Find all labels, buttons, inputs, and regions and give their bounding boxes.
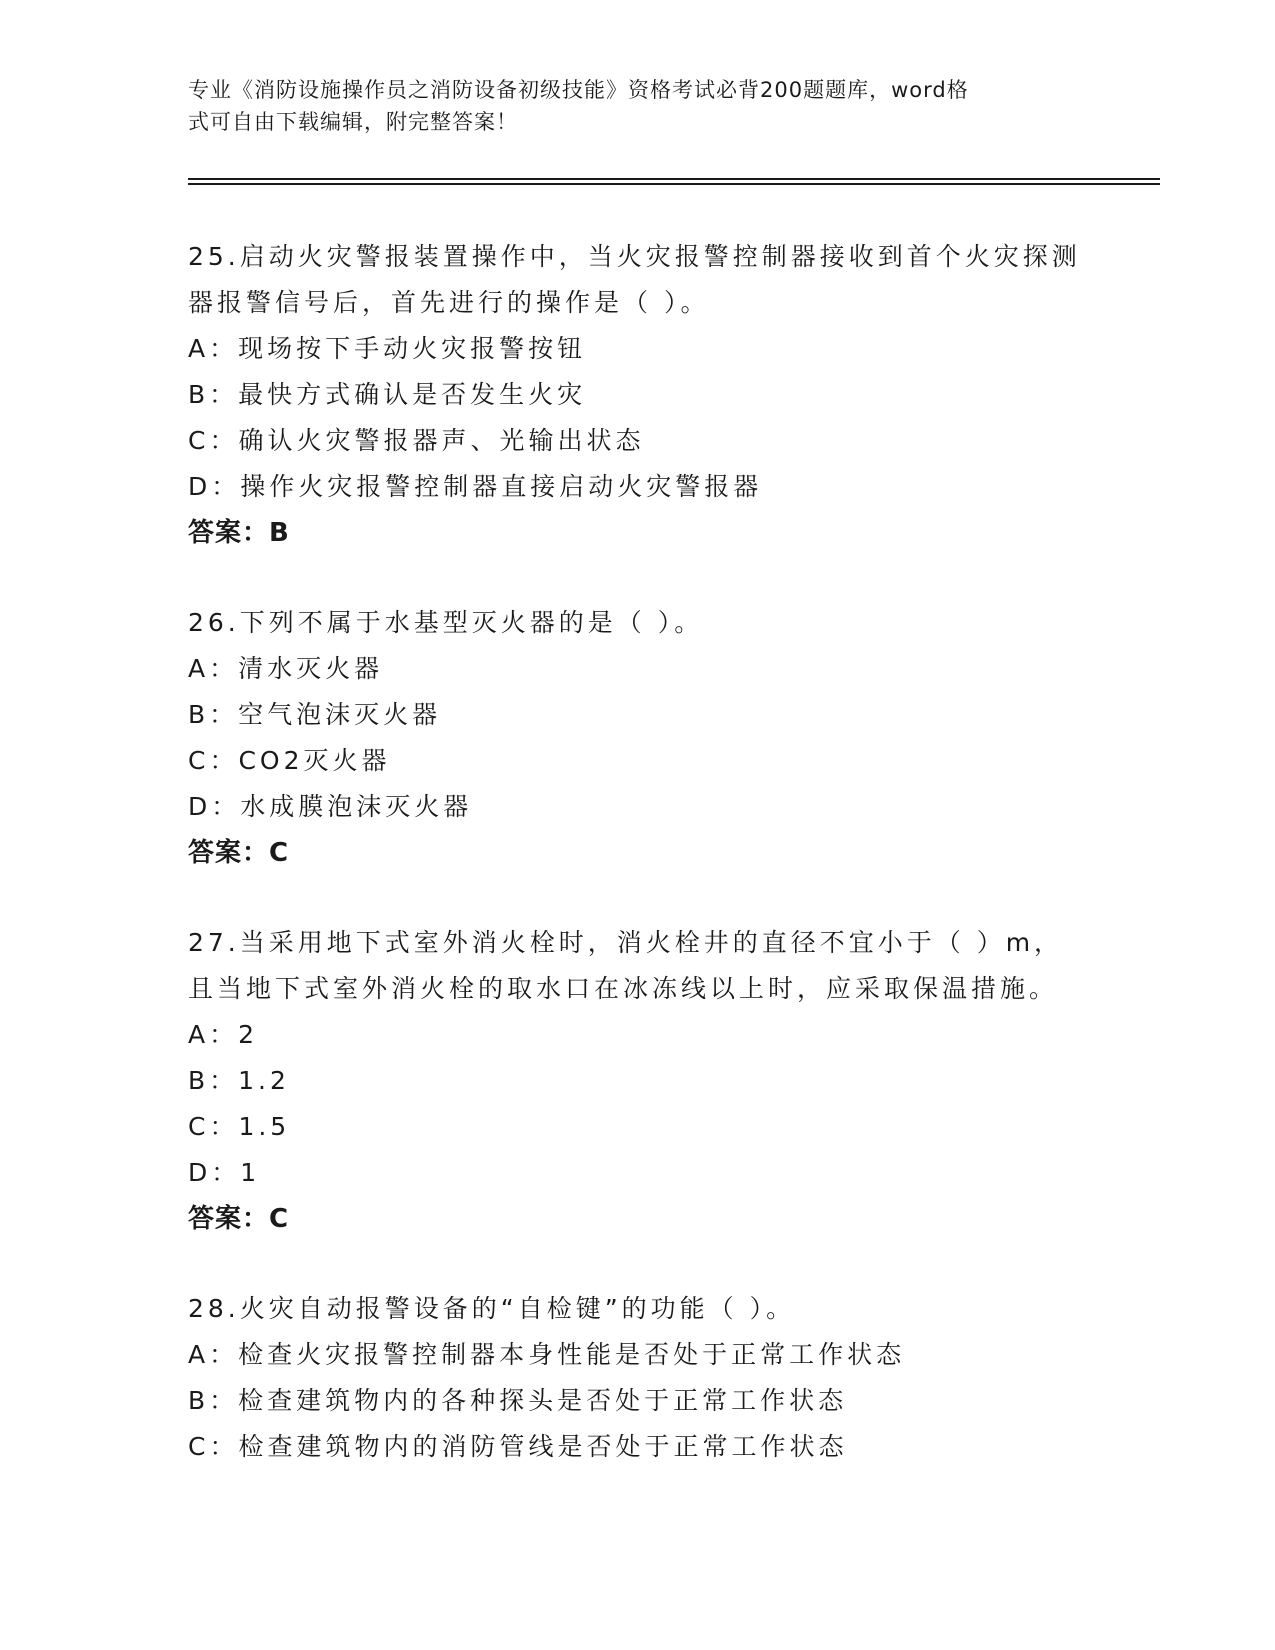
option-b: B：1.2 [188,1066,290,1095]
answer-label: 答案：B [188,518,290,548]
question-stem: 25.启动火灾警报装置操作中，当火灾报警控制器接收到首个火灾探测 [188,242,1081,271]
option-d: D：操作火灾报警控制器直接启动火灾警报器 [188,472,763,501]
question-stem-continued: 器报警信号后，首先进行的操作是（ ）。 [188,288,710,317]
option-a: A：2 [188,1020,259,1049]
option-a: A：检查火灾报警控制器本身性能是否处于正常工作状态 [188,1340,906,1369]
header-divider-bottom [188,183,1160,185]
header-divider-top [188,178,1160,180]
question-26 [188,600,1088,876]
option-b: B：空气泡沫灭火器 [188,700,442,729]
answer-label: 答案：C [188,838,290,868]
question-list [188,234,1088,1514]
document-header [188,74,1068,138]
option-c: C：确认火灾警报器声、光输出状态 [188,426,645,455]
header-line-1: 专业《消防设施操作员之消防设备初级技能》资格考试必背200题题库，word格 [188,78,969,102]
header-line-2: 式可自由下载编辑，附完整答案！ [188,110,518,134]
question-28 [188,1286,1088,1470]
answer-label: 答案：C [188,1204,290,1234]
question-stem: 28.火灾自动报警设备的“自检键”的功能（ ）。 [188,1294,796,1323]
option-a: A：清水灭火器 [188,654,384,683]
question-stem: 26.下列不属于水基型灭火器的是（ ）。 [188,608,704,637]
question-stem-continued: 且当地下式室外消火栓的取水口在冰冻线以上时，应采取保温措施。 [188,974,1059,1003]
option-c: C：1.5 [188,1112,291,1141]
question-stem: 27.当采用地下式室外消火栓时，消火栓井的直径不宜小于（ ）m， [188,928,1064,957]
option-c: C：CO2灭火器 [188,746,391,775]
option-a: A：现场按下手动火灾报警按钮 [188,334,587,363]
option-c: C：检查建筑物内的消防管线是否处于正常工作状态 [188,1432,848,1461]
option-b: B：最快方式确认是否发生火灾 [188,380,587,409]
question-25 [188,234,1088,556]
option-b: B：检查建筑物内的各种探头是否处于正常工作状态 [188,1386,848,1415]
question-27 [188,920,1088,1242]
option-d: D：水成膜泡沫灭火器 [188,792,473,821]
option-d: D：1 [188,1158,261,1187]
